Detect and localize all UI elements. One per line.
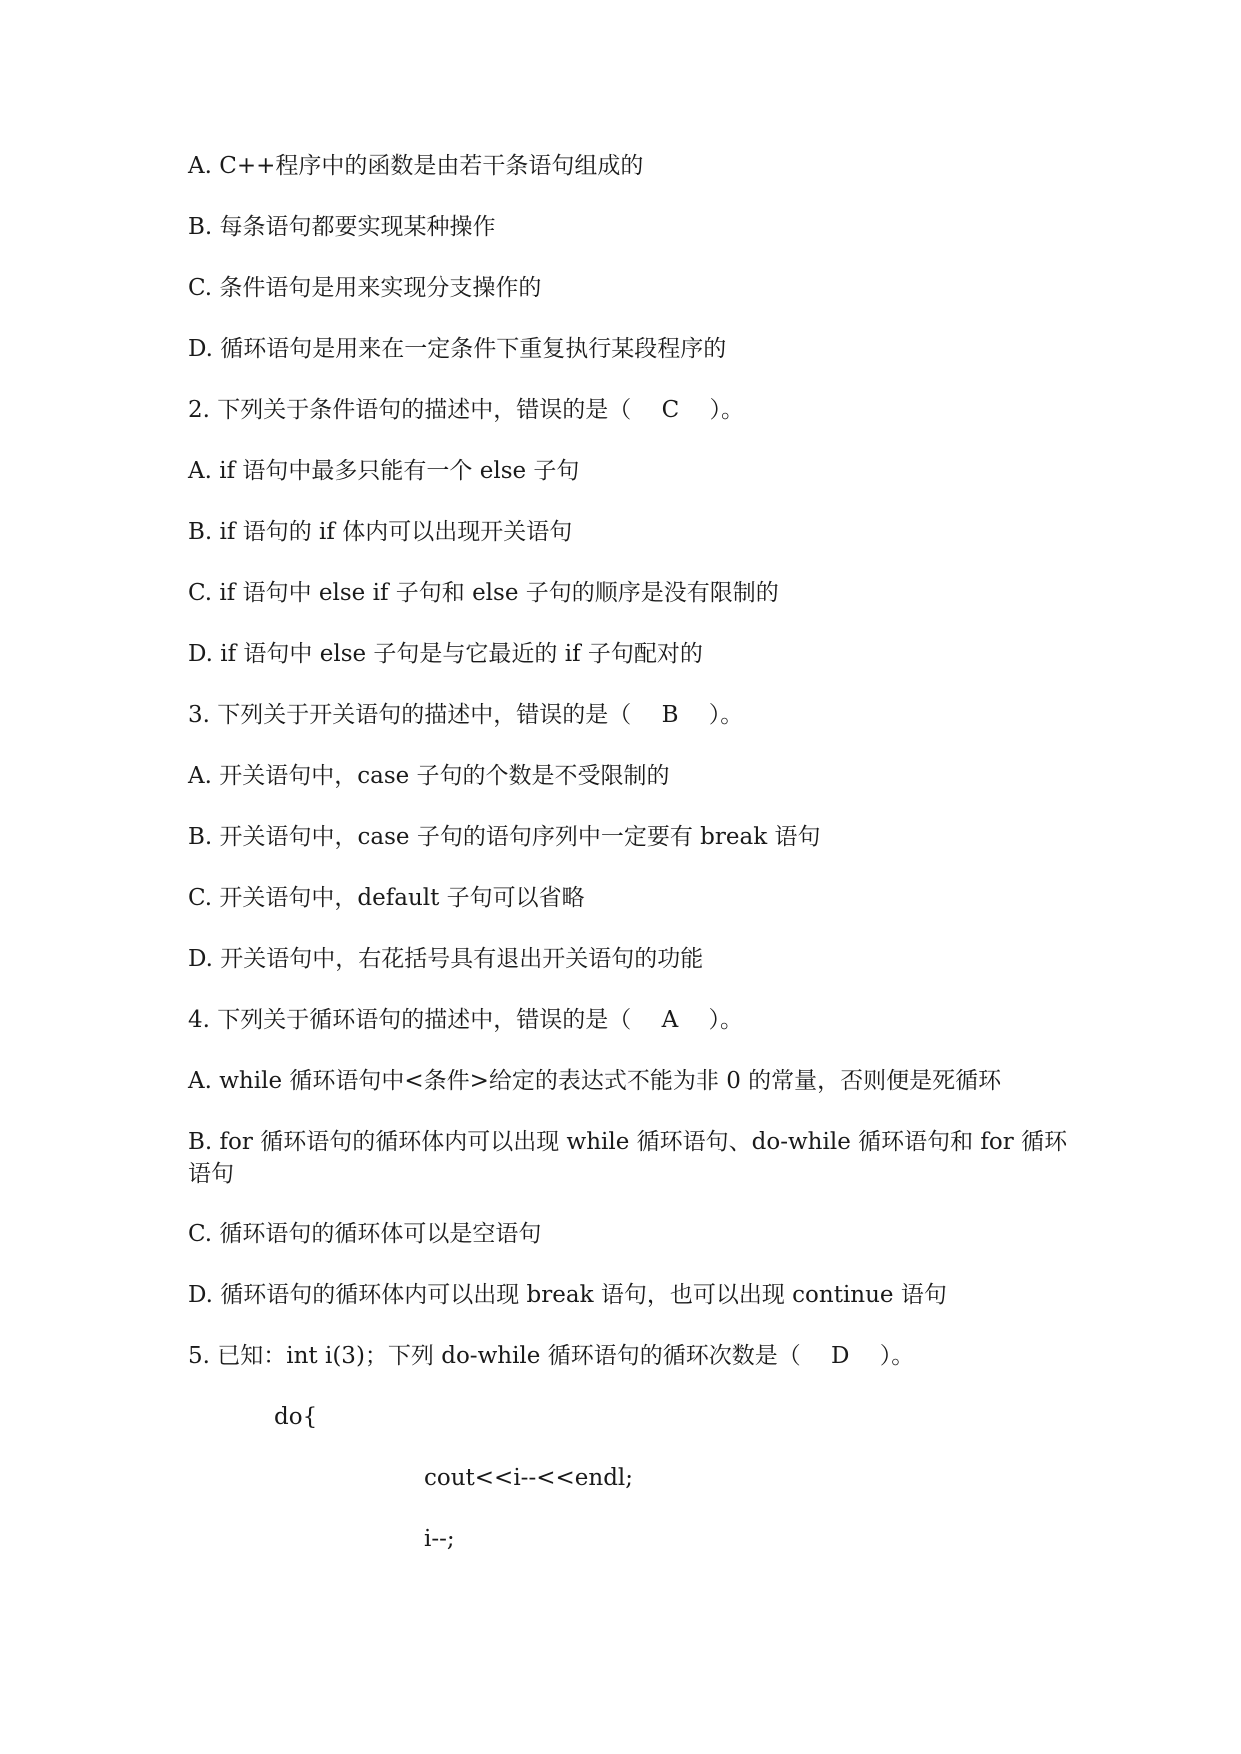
q2-question: 2. 下列关于条件语句的描述中，错误的是（ C ）。: [188, 397, 744, 423]
q1-option-b: B. 每条语句都要实现某种操作: [188, 214, 496, 240]
q4-question: 4. 下列关于循环语句的描述中，错误的是（ A ）。: [188, 1007, 743, 1033]
q3-question: 3. 下列关于开关语句的描述中，错误的是（ B ）。: [188, 702, 744, 728]
q4-option-c: C. 循环语句的循环体可以是空语句: [188, 1221, 542, 1247]
q1-option-a: A. C++程序中的函数是由若干条语句组成的: [188, 153, 644, 179]
q1-option-c: C. 条件语句是用来实现分支操作的: [188, 275, 542, 301]
q2-option-c: C. if 语句中 else if 子句和 else 子句的顺序是没有限制的: [188, 580, 779, 606]
q4-option-d: D. 循环语句的循环体内可以出现 break 语句，也可以出现 continue 语句: [188, 1282, 947, 1308]
q5-code-line-2: cout<<i--<<endl;: [424, 1465, 634, 1491]
q4-option-b: B. for 循环语句的循环体内可以出现 while 循环语句、do-while 循环语句和 for 循环语句: [188, 1129, 1068, 1187]
q5-question: 5. 已知：int i(3)；下列 do-while 循环语句的循环次数是（ D ）。: [188, 1343, 915, 1369]
q3-option-a: A. 开关语句中，case 子句的个数是不受限制的: [188, 763, 670, 789]
q3-option-d: D. 开关语句中，右花括号具有退出开关语句的功能: [188, 946, 704, 972]
q5-code-line-3: i--;: [424, 1526, 455, 1552]
q2-option-d: D. if 语句中 else 子句是与它最近的 if 子句配对的: [188, 641, 703, 667]
q4-option-a: A. while 循环语句中<条件>给定的表达式不能为非 0 的常量，否则便是死循环: [188, 1068, 1002, 1094]
q5-code-line-1: do{: [274, 1404, 318, 1430]
q2-option-b: B. if 语句的 if 体内可以出现开关语句: [188, 519, 573, 545]
q1-option-d: D. 循环语句是用来在一定条件下重复执行某段程序的: [188, 336, 727, 362]
q3-option-b: B. 开关语句中，case 子句的语句序列中一定要有 break 语句: [188, 824, 821, 850]
q2-option-a: A. if 语句中最多只能有一个 else 子句: [188, 458, 580, 484]
q3-option-c: C. 开关语句中，default 子句可以省略: [188, 885, 585, 911]
